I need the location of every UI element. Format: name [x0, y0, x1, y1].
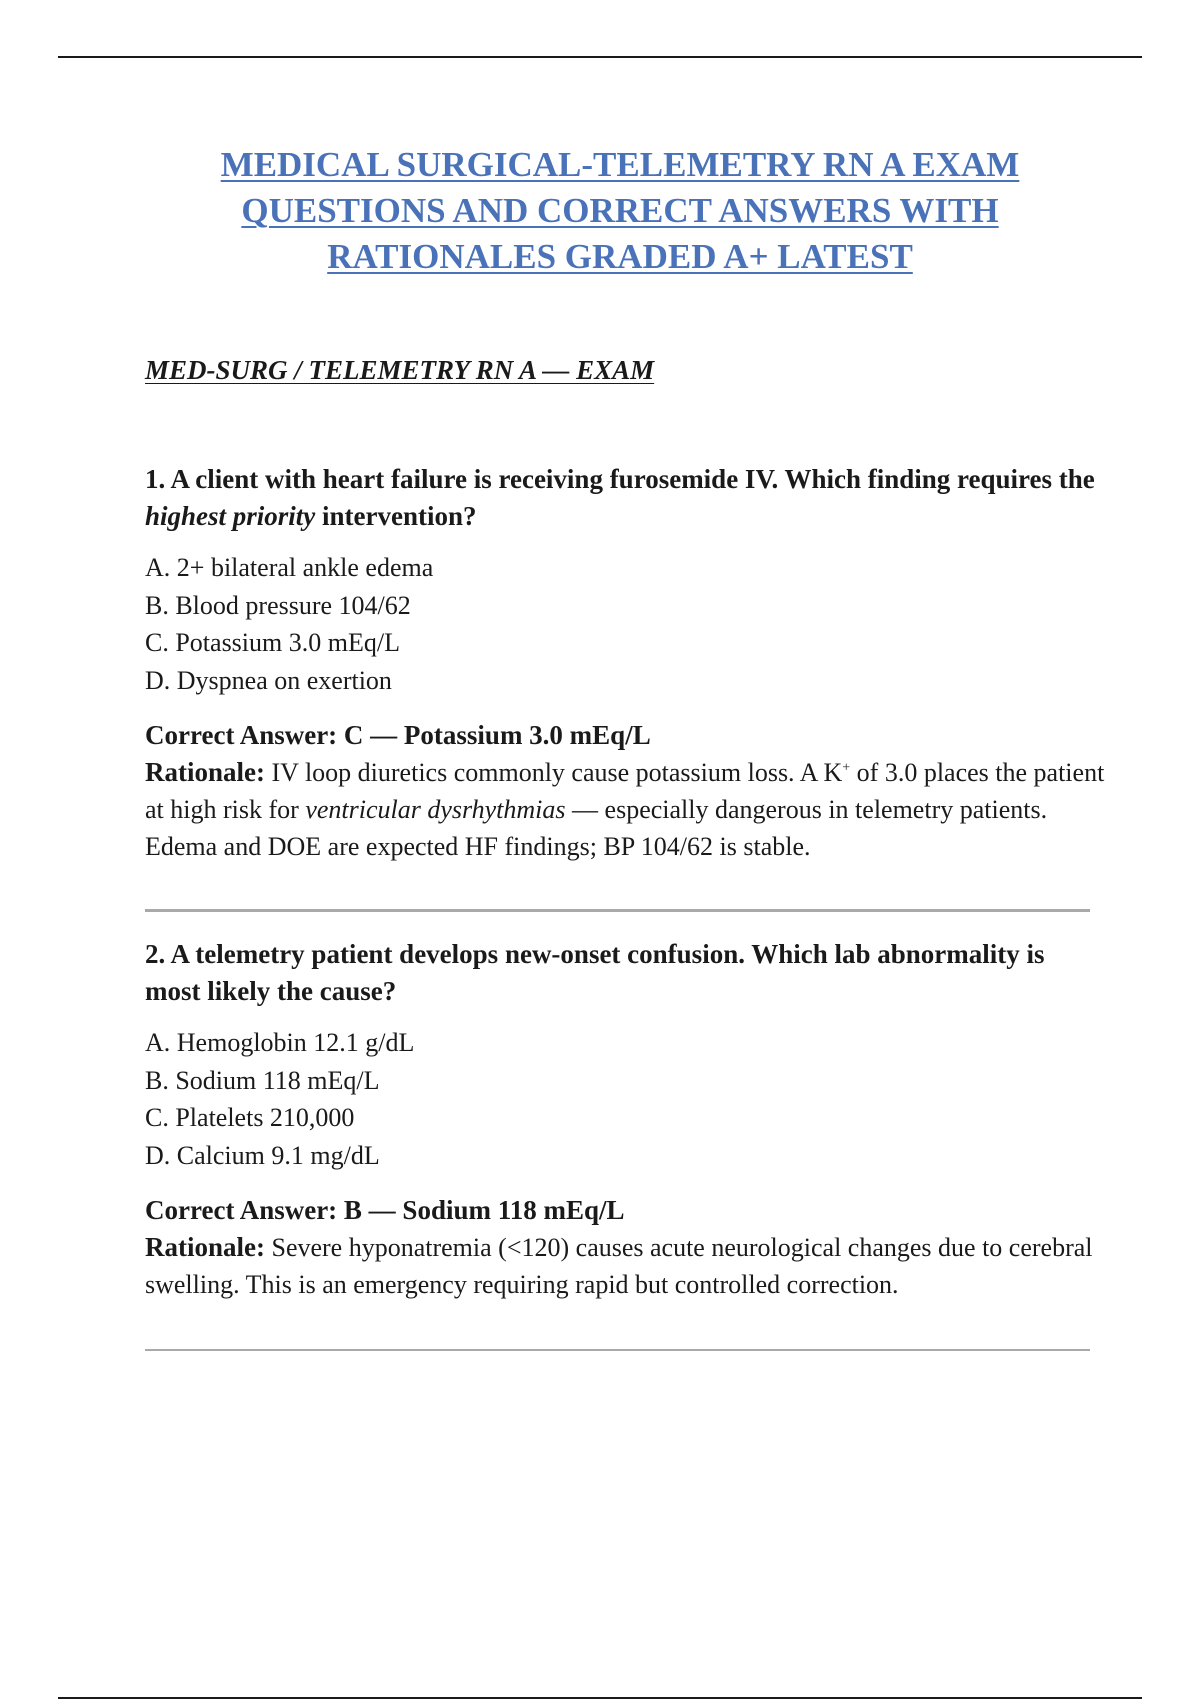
page-top-rule: [58, 56, 1142, 58]
question-2-option-b: B. Sodium 118 mEq/L: [145, 1065, 380, 1095]
question-1-options: [145, 549, 1105, 699]
question-2-option-c: C. Platelets 210,000: [145, 1103, 355, 1132]
question-1-stem: 1. A client with heart failure is receiving furosemide IV. Which finding requires the highest priority intervention?: [145, 464, 1095, 531]
question-1-option-d: D. Dyspnea on exertion: [145, 665, 392, 695]
question-2-stem: 2. A telemetry patient develops new-onset confusion. Which lab abnormality is most likely the cause?: [145, 939, 1045, 1006]
question-1-rationale-emphasis: ventricular dysrhythmias: [305, 795, 566, 824]
question-1-correct-answer: Correct Answer: C — Potassium 3.0 mEq/L: [145, 720, 651, 750]
question-2-option-a: A. Hemoglobin 12.1 g/dL: [145, 1028, 415, 1057]
question-1-option-a: A. 2+ bilateral ankle edema: [145, 553, 434, 582]
question-1-rationale: Rationale: IV loop diuretics commonly cause potassium loss. A K+ of 3.0 places the patient at high risk for ventricular dysrhythmias — especially dangerous in telemetry patients. Edema and DOE are expected HF findings; BP 104/62 is stable.: [145, 757, 1105, 861]
document-title: MEDICAL SURGICAL-TELEMETRY RN A EXAM QUESTIONS AND CORRECT ANSWERS WITH RATIONALES GRADED A+ LATEST: [220, 145, 1020, 276]
exam-subtitle: MED-SURG / TELEMETRY RN A — EXAM: [145, 355, 655, 385]
question-divider-1: [145, 909, 1090, 912]
question-1-option-c: C. Potassium 3.0 mEq/L: [145, 628, 400, 657]
question-divider-2: [145, 1349, 1090, 1351]
question-2-options: [145, 1024, 1105, 1174]
question-2-option-d: D. Calcium 9.1 mg/dL: [145, 1140, 380, 1170]
question-2-rationale: Rationale: Severe hyponatremia (<120) causes acute neurological changes due to cerebral swelling. This is an emergency requiring rapid but controlled correction.: [145, 1232, 1093, 1299]
question-1: [145, 461, 1105, 865]
question-1-stem-emphasis: highest priority: [145, 501, 316, 531]
question-2: [145, 936, 1105, 1303]
question-1-rationale-label: Rationale:: [145, 757, 265, 787]
question-2-rationale-label: Rationale:: [145, 1232, 265, 1262]
page-bottom-rule: [58, 1697, 1142, 1699]
question-2-correct-answer: Correct Answer: B — Sodium 118 mEq/L: [145, 1195, 625, 1225]
question-1-option-b: B. Blood pressure 104/62: [145, 590, 411, 620]
